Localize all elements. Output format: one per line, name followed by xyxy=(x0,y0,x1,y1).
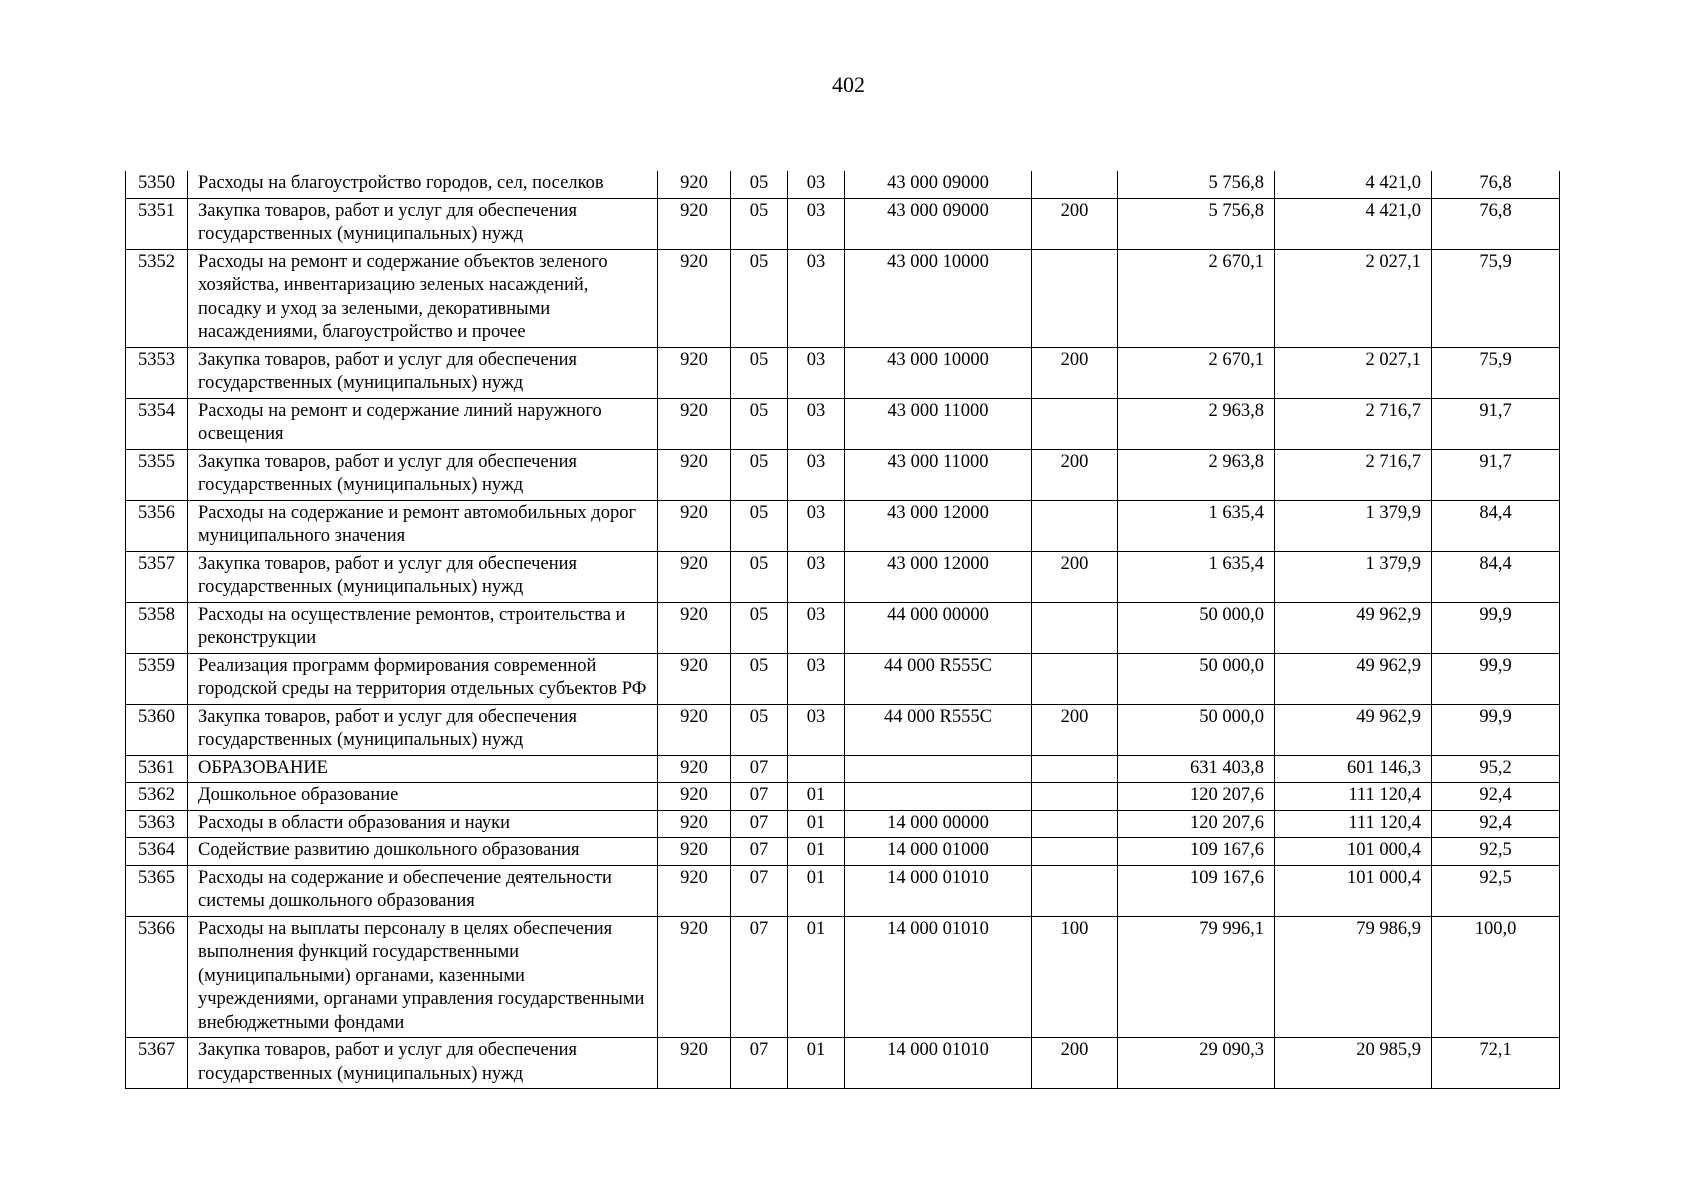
table-row xyxy=(126,249,1560,347)
row-plan-cell: 120 207,6 xyxy=(1118,783,1275,811)
row-expense-type-cell xyxy=(1032,653,1118,704)
row-ved-cell: 920 xyxy=(658,783,731,811)
table-row xyxy=(126,810,1560,838)
row-section-cell: 07 xyxy=(731,755,788,783)
budget-table xyxy=(125,171,1560,1089)
row-section-cell: 07 xyxy=(731,1038,788,1089)
row-name-cell: Закупка товаров, работ и услуг для обеспечения государственных (муниципальных) нужд xyxy=(188,198,658,249)
row-ved-cell: 920 xyxy=(658,347,731,398)
row-expense-type-cell xyxy=(1032,398,1118,449)
row-name-cell: Закупка товаров, работ и услуг для обеспечения государственных (муниципальных) нужд xyxy=(188,347,658,398)
row-name-cell: ОБРАЗОВАНИЕ xyxy=(188,755,658,783)
row-name-cell: Расходы на содержание и ремонт автомобильных дорог муниципального значения xyxy=(188,500,658,551)
table-row xyxy=(126,398,1560,449)
row-section-cell: 05 xyxy=(731,704,788,755)
row-name-cell: Закупка товаров, работ и услуг для обеспечения государственных (муниципальных) нужд xyxy=(188,449,658,500)
row-target-cell: 43 000 11000 xyxy=(845,398,1032,449)
row-target-cell: 14 000 01010 xyxy=(845,916,1032,1038)
row-target-cell xyxy=(845,783,1032,811)
row-ved-cell: 920 xyxy=(658,551,731,602)
row-fact-cell: 601 146,3 xyxy=(1275,755,1432,783)
row-number-cell: 5351 xyxy=(126,198,188,249)
row-number-cell: 5364 xyxy=(126,838,188,866)
row-expense-type-cell xyxy=(1032,249,1118,347)
row-ved-cell: 920 xyxy=(658,838,731,866)
row-name-cell: Закупка товаров, работ и услуг для обеспечения государственных (муниципальных) нужд xyxy=(188,551,658,602)
row-plan-cell: 2 963,8 xyxy=(1118,449,1275,500)
row-fact-cell: 1 379,9 xyxy=(1275,500,1432,551)
row-expense-type-cell: 200 xyxy=(1032,551,1118,602)
row-percent-cell: 84,4 xyxy=(1432,551,1560,602)
row-plan-cell: 109 167,6 xyxy=(1118,838,1275,866)
row-fact-cell: 101 000,4 xyxy=(1275,865,1432,916)
row-fact-cell: 49 962,9 xyxy=(1275,704,1432,755)
row-expense-type-cell xyxy=(1032,755,1118,783)
table-body xyxy=(126,171,1560,1089)
row-percent-cell: 95,2 xyxy=(1432,755,1560,783)
row-percent-cell: 76,8 xyxy=(1432,171,1560,198)
row-percent-cell: 84,4 xyxy=(1432,500,1560,551)
table-row xyxy=(126,1038,1560,1089)
row-fact-cell: 2 716,7 xyxy=(1275,449,1432,500)
row-ved-cell: 920 xyxy=(658,916,731,1038)
row-target-cell: 43 000 10000 xyxy=(845,249,1032,347)
row-number-cell: 5357 xyxy=(126,551,188,602)
row-section-cell: 07 xyxy=(731,865,788,916)
row-subsection-cell: 03 xyxy=(788,171,845,198)
row-ved-cell: 920 xyxy=(658,602,731,653)
row-target-cell: 43 000 10000 xyxy=(845,347,1032,398)
row-percent-cell: 91,7 xyxy=(1432,398,1560,449)
row-number-cell: 5350 xyxy=(126,171,188,198)
row-subsection-cell: 01 xyxy=(788,865,845,916)
row-expense-type-cell: 100 xyxy=(1032,916,1118,1038)
row-subsection-cell: 01 xyxy=(788,783,845,811)
table-row xyxy=(126,838,1560,866)
row-fact-cell: 20 985,9 xyxy=(1275,1038,1432,1089)
row-name-cell: Расходы на ремонт и содержание линий наружного освещения xyxy=(188,398,658,449)
row-expense-type-cell: 200 xyxy=(1032,1038,1118,1089)
row-ved-cell: 920 xyxy=(658,171,731,198)
row-name-cell: Закупка товаров, работ и услуг для обеспечения государственных (муниципальных) нужд xyxy=(188,704,658,755)
row-expense-type-cell xyxy=(1032,838,1118,866)
table-row xyxy=(126,449,1560,500)
table-row xyxy=(126,653,1560,704)
table-row xyxy=(126,704,1560,755)
table-row xyxy=(126,755,1560,783)
row-ved-cell: 920 xyxy=(658,810,731,838)
row-fact-cell: 111 120,4 xyxy=(1275,810,1432,838)
row-expense-type-cell xyxy=(1032,810,1118,838)
row-name-cell: Расходы на содержание и обеспечение деятельности системы дошкольного образования xyxy=(188,865,658,916)
row-expense-type-cell: 200 xyxy=(1032,704,1118,755)
row-number-cell: 5360 xyxy=(126,704,188,755)
row-percent-cell: 92,5 xyxy=(1432,865,1560,916)
row-subsection-cell: 01 xyxy=(788,838,845,866)
row-plan-cell: 5 756,8 xyxy=(1118,171,1275,198)
row-expense-type-cell xyxy=(1032,602,1118,653)
row-subsection-cell: 03 xyxy=(788,704,845,755)
row-ved-cell: 920 xyxy=(658,500,731,551)
row-target-cell: 43 000 09000 xyxy=(845,171,1032,198)
row-percent-cell: 72,1 xyxy=(1432,1038,1560,1089)
row-plan-cell: 50 000,0 xyxy=(1118,653,1275,704)
row-plan-cell: 2 670,1 xyxy=(1118,249,1275,347)
row-ved-cell: 920 xyxy=(658,865,731,916)
row-name-cell: Дошкольное образование xyxy=(188,783,658,811)
row-percent-cell: 92,4 xyxy=(1432,783,1560,811)
row-section-cell: 07 xyxy=(731,916,788,1038)
row-subsection-cell: 03 xyxy=(788,602,845,653)
row-fact-cell: 4 421,0 xyxy=(1275,171,1432,198)
row-plan-cell: 109 167,6 xyxy=(1118,865,1275,916)
row-fact-cell: 4 421,0 xyxy=(1275,198,1432,249)
row-number-cell: 5356 xyxy=(126,500,188,551)
row-percent-cell: 75,9 xyxy=(1432,249,1560,347)
row-number-cell: 5361 xyxy=(126,755,188,783)
row-target-cell: 43 000 12000 xyxy=(845,551,1032,602)
row-subsection-cell: 01 xyxy=(788,1038,845,1089)
row-section-cell: 05 xyxy=(731,653,788,704)
row-target-cell: 14 000 01000 xyxy=(845,838,1032,866)
row-ved-cell: 920 xyxy=(658,249,731,347)
row-plan-cell: 29 090,3 xyxy=(1118,1038,1275,1089)
row-target-cell: 14 000 01010 xyxy=(845,865,1032,916)
row-subsection-cell: 03 xyxy=(788,653,845,704)
row-fact-cell: 49 962,9 xyxy=(1275,602,1432,653)
row-expense-type-cell xyxy=(1032,500,1118,551)
row-name-cell: Расходы на осуществление ремонтов, строительства и реконструкции xyxy=(188,602,658,653)
row-plan-cell: 50 000,0 xyxy=(1118,602,1275,653)
row-expense-type-cell xyxy=(1032,865,1118,916)
row-subsection-cell: 01 xyxy=(788,810,845,838)
row-section-cell: 05 xyxy=(731,551,788,602)
row-number-cell: 5366 xyxy=(126,916,188,1038)
row-section-cell: 05 xyxy=(731,198,788,249)
row-section-cell: 05 xyxy=(731,500,788,551)
row-plan-cell: 5 756,8 xyxy=(1118,198,1275,249)
row-expense-type-cell xyxy=(1032,171,1118,198)
row-expense-type-cell: 200 xyxy=(1032,198,1118,249)
row-number-cell: 5363 xyxy=(126,810,188,838)
row-percent-cell: 91,7 xyxy=(1432,449,1560,500)
row-number-cell: 5365 xyxy=(126,865,188,916)
row-section-cell: 05 xyxy=(731,171,788,198)
row-percent-cell: 99,9 xyxy=(1432,602,1560,653)
row-number-cell: 5362 xyxy=(126,783,188,811)
row-section-cell: 05 xyxy=(731,347,788,398)
row-subsection-cell: 03 xyxy=(788,198,845,249)
row-plan-cell: 631 403,8 xyxy=(1118,755,1275,783)
row-subsection-cell: 03 xyxy=(788,500,845,551)
row-percent-cell: 99,9 xyxy=(1432,653,1560,704)
row-section-cell: 07 xyxy=(731,783,788,811)
row-fact-cell: 79 986,9 xyxy=(1275,916,1432,1038)
row-target-cell: 43 000 09000 xyxy=(845,198,1032,249)
page-number: 402 xyxy=(832,72,865,97)
row-subsection-cell: 03 xyxy=(788,449,845,500)
row-target-cell: 43 000 11000 xyxy=(845,449,1032,500)
row-target-cell: 14 000 01010 xyxy=(845,1038,1032,1089)
row-ved-cell: 920 xyxy=(658,449,731,500)
table-row xyxy=(126,551,1560,602)
row-number-cell: 5353 xyxy=(126,347,188,398)
table-row xyxy=(126,198,1560,249)
row-percent-cell: 92,4 xyxy=(1432,810,1560,838)
row-target-cell: 44 000 00000 xyxy=(845,602,1032,653)
row-expense-type-cell xyxy=(1032,783,1118,811)
row-plan-cell: 1 635,4 xyxy=(1118,500,1275,551)
row-number-cell: 5355 xyxy=(126,449,188,500)
row-target-cell xyxy=(845,755,1032,783)
row-expense-type-cell: 200 xyxy=(1032,449,1118,500)
row-target-cell: 44 000 R555C xyxy=(845,653,1032,704)
row-section-cell: 05 xyxy=(731,249,788,347)
table-row xyxy=(126,602,1560,653)
row-percent-cell: 76,8 xyxy=(1432,198,1560,249)
row-ved-cell: 920 xyxy=(658,198,731,249)
row-subsection-cell: 03 xyxy=(788,398,845,449)
row-plan-cell: 2 670,1 xyxy=(1118,347,1275,398)
row-subsection-cell: 01 xyxy=(788,916,845,1038)
row-number-cell: 5367 xyxy=(126,1038,188,1089)
row-section-cell: 05 xyxy=(731,602,788,653)
table-row xyxy=(126,865,1560,916)
row-fact-cell: 1 379,9 xyxy=(1275,551,1432,602)
row-plan-cell: 50 000,0 xyxy=(1118,704,1275,755)
row-fact-cell: 111 120,4 xyxy=(1275,783,1432,811)
row-ved-cell: 920 xyxy=(658,653,731,704)
row-fact-cell: 2 027,1 xyxy=(1275,249,1432,347)
row-name-cell: Расходы на благоустройство городов, сел, поселков xyxy=(188,171,658,198)
row-percent-cell: 92,5 xyxy=(1432,838,1560,866)
row-section-cell: 07 xyxy=(731,838,788,866)
table-row xyxy=(126,347,1560,398)
row-ved-cell: 920 xyxy=(658,755,731,783)
row-target-cell: 43 000 12000 xyxy=(845,500,1032,551)
table-row xyxy=(126,171,1560,198)
table-row xyxy=(126,916,1560,1038)
row-name-cell: Расходы на выплаты персоналу в целях обеспечения выполнения функций государственными (муниципальными) органами, казенными учреждениями, органами управления государственными внебюджетными фондами xyxy=(188,916,658,1038)
row-plan-cell: 1 635,4 xyxy=(1118,551,1275,602)
row-fact-cell: 49 962,9 xyxy=(1275,653,1432,704)
row-plan-cell: 2 963,8 xyxy=(1118,398,1275,449)
table-row xyxy=(126,783,1560,811)
row-number-cell: 5354 xyxy=(126,398,188,449)
row-name-cell: Содействие развитию дошкольного образования xyxy=(188,838,658,866)
table-row xyxy=(126,500,1560,551)
row-subsection-cell xyxy=(788,755,845,783)
row-fact-cell: 2 027,1 xyxy=(1275,347,1432,398)
row-subsection-cell: 03 xyxy=(788,551,845,602)
row-name-cell: Расходы в области образования и науки xyxy=(188,810,658,838)
row-plan-cell: 79 996,1 xyxy=(1118,916,1275,1038)
row-target-cell: 44 000 R555C xyxy=(845,704,1032,755)
row-section-cell: 07 xyxy=(731,810,788,838)
row-fact-cell: 2 716,7 xyxy=(1275,398,1432,449)
row-section-cell: 05 xyxy=(731,398,788,449)
row-fact-cell: 101 000,4 xyxy=(1275,838,1432,866)
row-number-cell: 5359 xyxy=(126,653,188,704)
row-ved-cell: 920 xyxy=(658,704,731,755)
row-percent-cell: 99,9 xyxy=(1432,704,1560,755)
row-section-cell: 05 xyxy=(731,449,788,500)
row-ved-cell: 920 xyxy=(658,398,731,449)
row-subsection-cell: 03 xyxy=(788,347,845,398)
row-name-cell: Закупка товаров, работ и услуг для обеспечения государственных (муниципальных) нужд xyxy=(188,1038,658,1089)
row-plan-cell: 120 207,6 xyxy=(1118,810,1275,838)
row-subsection-cell: 03 xyxy=(788,249,845,347)
row-number-cell: 5358 xyxy=(126,602,188,653)
row-name-cell: Реализация программ формирования современной городской среды на территория отдельных субъектов РФ xyxy=(188,653,658,704)
row-ved-cell: 920 xyxy=(658,1038,731,1089)
row-number-cell: 5352 xyxy=(126,249,188,347)
row-expense-type-cell: 200 xyxy=(1032,347,1118,398)
row-target-cell: 14 000 00000 xyxy=(845,810,1032,838)
row-name-cell: Расходы на ремонт и содержание объектов зеленого хозяйства, инвентаризацию зеленых насаждений, посадку и уход за зелеными, декоративными насаждениями, благоустройство и прочее xyxy=(188,249,658,347)
row-percent-cell: 100,0 xyxy=(1432,916,1560,1038)
row-percent-cell: 75,9 xyxy=(1432,347,1560,398)
